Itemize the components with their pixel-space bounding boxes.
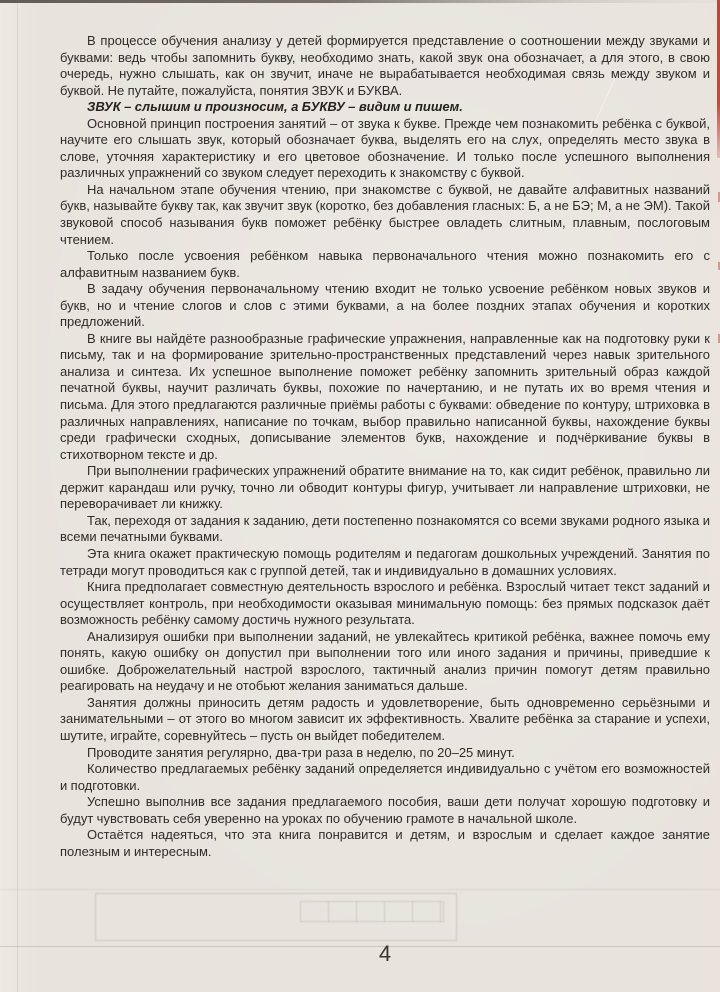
show-through-box xyxy=(95,893,457,941)
paragraph: В процессе обучения анализу у детей формируется представление о соотношении между звуками и буквами: ведь чтобы запомнить букву, необходимо знать, какой звук она обозначает, а для этого, в свою очередь, нужно слышать, как он звучит, иначе не вырабатывается необходимая связь между звуком и буквой. Не путайте, пожалуйста, понятия ЗВУК и БУКВА. xyxy=(60,33,710,98)
paragraph: Анализируя ошибки при выполнении заданий, не увлекайтесь критикой ребёнка, важнее помочь ему понять, какую ошибку он допустил при выполнении того или иного задания и причины, приведшие к ошибке. Доброжелательный настрой взрослого, тактичный анализ причин помогут детям правильно реагировать на неудачу и не отобьют желания заниматься дальше. xyxy=(60,628,710,694)
paragraph: Остаётся надеяться, что эта книга понравится и детям, и взрослым и сделает каждое занятие полезным и интересным. xyxy=(60,827,710,859)
paragraph: На начальном этапе обучения чтению, при знакомстве с буквой, не давайте алфавитных названий букв, называйте букву так, как звучит звук (коротко, без добавления гласных: Б, а не БЭ; М, а не ЭМ). Такой звуковой способ называния букв поможет ребёнку быстрее овладеть слитным, плавным, послоговым чтением. xyxy=(60,181,710,247)
paragraph: В книге вы найдёте разнообразные графические упражнения, направленные как на подготовку руки к письму, так и на формирование зрительно-пространственных представлений через навык зрительного анализа и синтеза. Их успешное выполнение поможет ребёнку запомнить зрительный образ каждой печатной буквы, научит различать буквы, похожие по начертанию, и не путать их во время чтения и письма. Для этого предлагаются различные приёмы работы с буквами: обведение по контуру, штриховка в различных направлениях, написание по точкам, выбор правильно написанной буквы, нахождение буквы среди графически сходных, дописывание элементов букв, нахождение и подчёркивание буквы в стихотворном тексте и др. xyxy=(60,330,710,462)
paragraph: Количество предлагаемых ребёнку заданий определяется индивидуально с учётом его возможностей и подготовки. xyxy=(60,761,710,793)
paragraph: Книга предполагает совместную деятельность взрослого и ребёнка. Взрослый читает текст заданий и осуществляет контроль, при необходимости оказывая минимальную помощь: без прямых подсказок даёт возможность ребёнку самому достичь нужного результата. xyxy=(60,579,710,628)
show-through-table-cells xyxy=(300,901,444,922)
paragraph: Эта книга окажет практическую помощь родителям и педагогам дошкольных учреждений. Занятия по тетради могут проводиться как с группой детей, так и индивидуально в домашних условиях. xyxy=(60,545,710,578)
paragraph: Только после усвоения ребёнком навыка первоначального чтения можно познакомить его с алфавитным названием букв. xyxy=(60,248,710,280)
paragraph: Занятия должны приносить детям радость и удовлетворение, быть одновременно серьёзными и занимательными – от этого во многом зависит их эффективность. Хвалите ребёнка за старание и успехи, шутите, играйте, соревнуйтесь – пусть он выйдет победителем. xyxy=(60,694,710,743)
show-through-streak xyxy=(0,889,720,890)
top-edge-scan-shadow xyxy=(0,0,720,3)
paragraph: В задачу обучения первоначальному чтению входит не только усвоение ребёнком новых звуков и букв, но и чтение слогов и слов с этими буквами, а на более поздних этапах обучения и коротких предложений. xyxy=(60,281,710,330)
paragraph: При выполнении графических упражнений обратите внимание на то, как сидит ребёнок, правильно ли держит карандаш или ручку, точно ли обводит контуры фигур, учитывает ли направление штриховки, не переворачивает ли книжку. xyxy=(60,463,710,512)
paragraph: Проводите занятия регулярно, два-три раза в неделю, по 20–25 минут. xyxy=(87,744,515,760)
paragraph: Так, переходя от задания к заданию, дети постепенно познакомятся со всеми звуками родного языка и всеми печатными буквами. xyxy=(60,512,710,545)
left-edge-crease xyxy=(17,0,18,992)
motto-paragraph: ЗВУК – слышим и произносим, а БУКВУ – видим и пишем. xyxy=(87,99,463,115)
introduction-text-block xyxy=(60,33,710,860)
page-number: 4 xyxy=(378,941,392,966)
paragraph: Успешно выполнив все задания предлагаемого пособия, ваши дети получат хорошую подготовку и будут чувствовать себя уверенно на уроках по обучению грамоте в начальной школе. xyxy=(60,794,710,826)
paragraph: Основной принцип построения занятий – от звука к букве. Прежде чем познакомить ребёнка с буквой, научите его слышать звук, который обозначает буква, выделять его на слух, определять место звука в слове, уточняя характеристику и его цветовое обозначение. И только после успешного выполнения различных упражнений со звуком следует переходить к знакомству с буквой. xyxy=(60,115,710,181)
